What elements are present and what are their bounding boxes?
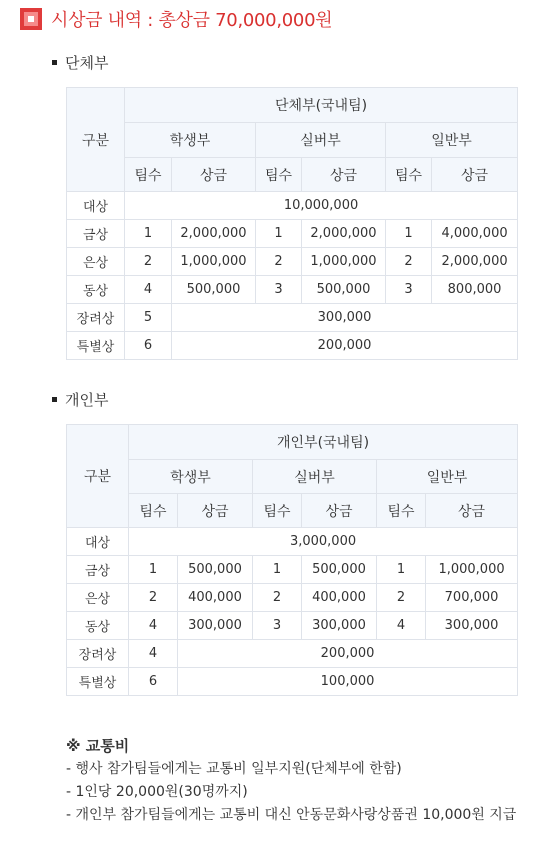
row-label: 은상 <box>67 248 125 276</box>
division-header: 실버부 <box>253 460 377 494</box>
section-heading-individual <box>52 389 108 410</box>
merged-prize-cell: 300,000 <box>172 304 518 332</box>
team-count-cell: 1 <box>125 220 172 248</box>
note-line: - 개인부 참가팀들에게는 교통비 대신 안동문화사랑상품권 10,000원 지급 <box>66 807 517 823</box>
prize-cell: 1,000,000 <box>302 248 386 276</box>
team-count-cell: 4 <box>129 640 178 668</box>
sub-header: 팀수 <box>256 158 302 192</box>
team-count-cell: 3 <box>256 276 302 304</box>
sub-header: 상금 <box>178 494 253 528</box>
team-prize-table <box>66 87 518 360</box>
sub-header: 상금 <box>426 494 518 528</box>
sub-header: 팀수 <box>253 494 302 528</box>
team-count-cell: 2 <box>377 584 426 612</box>
table-row <box>67 304 518 332</box>
table-row <box>67 584 518 612</box>
team-count-cell: 6 <box>125 332 172 360</box>
row-label: 은상 <box>67 584 129 612</box>
prize-cell: 4,000,000 <box>432 220 518 248</box>
prize-cell: 300,000 <box>302 612 377 640</box>
prize-cell: 800,000 <box>432 276 518 304</box>
team-count-cell: 1 <box>256 220 302 248</box>
table-row <box>67 192 518 220</box>
section-label: 단체부 <box>65 54 109 72</box>
team-count-cell: 6 <box>129 668 178 696</box>
team-count-cell: 1 <box>129 556 178 584</box>
prize-cell: 500,000 <box>302 276 386 304</box>
team-count-cell: 4 <box>125 276 172 304</box>
row-label: 대상 <box>67 528 129 556</box>
section-label: 개인부 <box>65 391 109 409</box>
sub-header: 상금 <box>432 158 518 192</box>
row-label: 대상 <box>67 192 125 220</box>
note-line: - 1인당 20,000원(30명까지) <box>66 784 248 800</box>
sub-header: 팀수 <box>377 494 426 528</box>
table-row <box>67 528 518 556</box>
sub-header: 상금 <box>172 158 256 192</box>
table-row <box>67 612 518 640</box>
table-row <box>67 332 518 360</box>
merged-prize-cell: 10,000,000 <box>125 192 518 220</box>
square-icon <box>20 8 42 30</box>
team-count-cell: 4 <box>129 612 178 640</box>
table-row <box>67 276 518 304</box>
corner-header: 구분 <box>67 88 125 192</box>
team-count-cell: 2 <box>125 248 172 276</box>
row-label: 장려상 <box>67 304 125 332</box>
team-count-cell: 2 <box>386 248 432 276</box>
division-header: 일반부 <box>386 123 518 158</box>
team-count-cell: 4 <box>377 612 426 640</box>
team-count-cell: 3 <box>386 276 432 304</box>
row-label: 금상 <box>67 556 129 584</box>
sub-header: 상금 <box>302 158 386 192</box>
bullet-icon <box>52 397 57 402</box>
merged-prize-cell: 200,000 <box>172 332 518 360</box>
sub-header: 팀수 <box>129 494 178 528</box>
division-header: 실버부 <box>256 123 386 158</box>
team-count-cell: 3 <box>253 612 302 640</box>
division-header: 학생부 <box>125 123 256 158</box>
team-count-cell: 2 <box>253 584 302 612</box>
notes-title: ※ 교통비 <box>66 737 130 755</box>
prize-cell: 2,000,000 <box>172 220 256 248</box>
corner-header: 구분 <box>67 425 129 528</box>
row-label: 장려상 <box>67 640 129 668</box>
team-count-cell: 1 <box>386 220 432 248</box>
prize-cell: 500,000 <box>302 556 377 584</box>
sub-header: 팀수 <box>386 158 432 192</box>
section-heading-team <box>52 52 108 73</box>
page-title-row <box>20 6 332 32</box>
prize-cell: 500,000 <box>172 276 256 304</box>
group-title: 개인부(국내팀) <box>129 425 518 460</box>
note-line: - 행사 참가팀들에게는 교통비 일부지원(단체부에 한함) <box>66 761 402 777</box>
merged-prize-cell: 100,000 <box>178 668 518 696</box>
prize-cell: 500,000 <box>178 556 253 584</box>
team-count-cell: 2 <box>129 584 178 612</box>
page-title: 시상금 내역 : 총상금 70,000,000원 <box>51 10 333 31</box>
team-count-cell: 1 <box>377 556 426 584</box>
table-row <box>67 640 518 668</box>
prize-cell: 2,000,000 <box>302 220 386 248</box>
row-label: 특별상 <box>67 668 129 696</box>
individual-prize-table <box>66 424 518 696</box>
team-count-cell: 2 <box>256 248 302 276</box>
table-row <box>67 248 518 276</box>
prize-cell: 1,000,000 <box>172 248 256 276</box>
row-label: 특별상 <box>67 332 125 360</box>
prize-cell: 1,000,000 <box>426 556 518 584</box>
row-label: 동상 <box>67 276 125 304</box>
prize-cell: 2,000,000 <box>432 248 518 276</box>
prize-cell: 300,000 <box>178 612 253 640</box>
group-title: 단체부(국내팀) <box>125 88 518 123</box>
prize-cell: 700,000 <box>426 584 518 612</box>
table-row <box>67 556 518 584</box>
sub-header: 상금 <box>302 494 377 528</box>
merged-prize-cell: 3,000,000 <box>129 528 518 556</box>
division-header: 학생부 <box>129 460 253 494</box>
division-header: 일반부 <box>377 460 518 494</box>
transport-notes <box>66 735 526 827</box>
row-label: 동상 <box>67 612 129 640</box>
sub-header: 팀수 <box>125 158 172 192</box>
bullet-icon <box>52 60 57 65</box>
team-count-cell: 5 <box>125 304 172 332</box>
team-count-cell: 1 <box>253 556 302 584</box>
merged-prize-cell: 200,000 <box>178 640 518 668</box>
prize-cell: 400,000 <box>302 584 377 612</box>
prize-cell: 300,000 <box>426 612 518 640</box>
prize-cell: 400,000 <box>178 584 253 612</box>
table-row <box>67 668 518 696</box>
table-row <box>67 220 518 248</box>
row-label: 금상 <box>67 220 125 248</box>
